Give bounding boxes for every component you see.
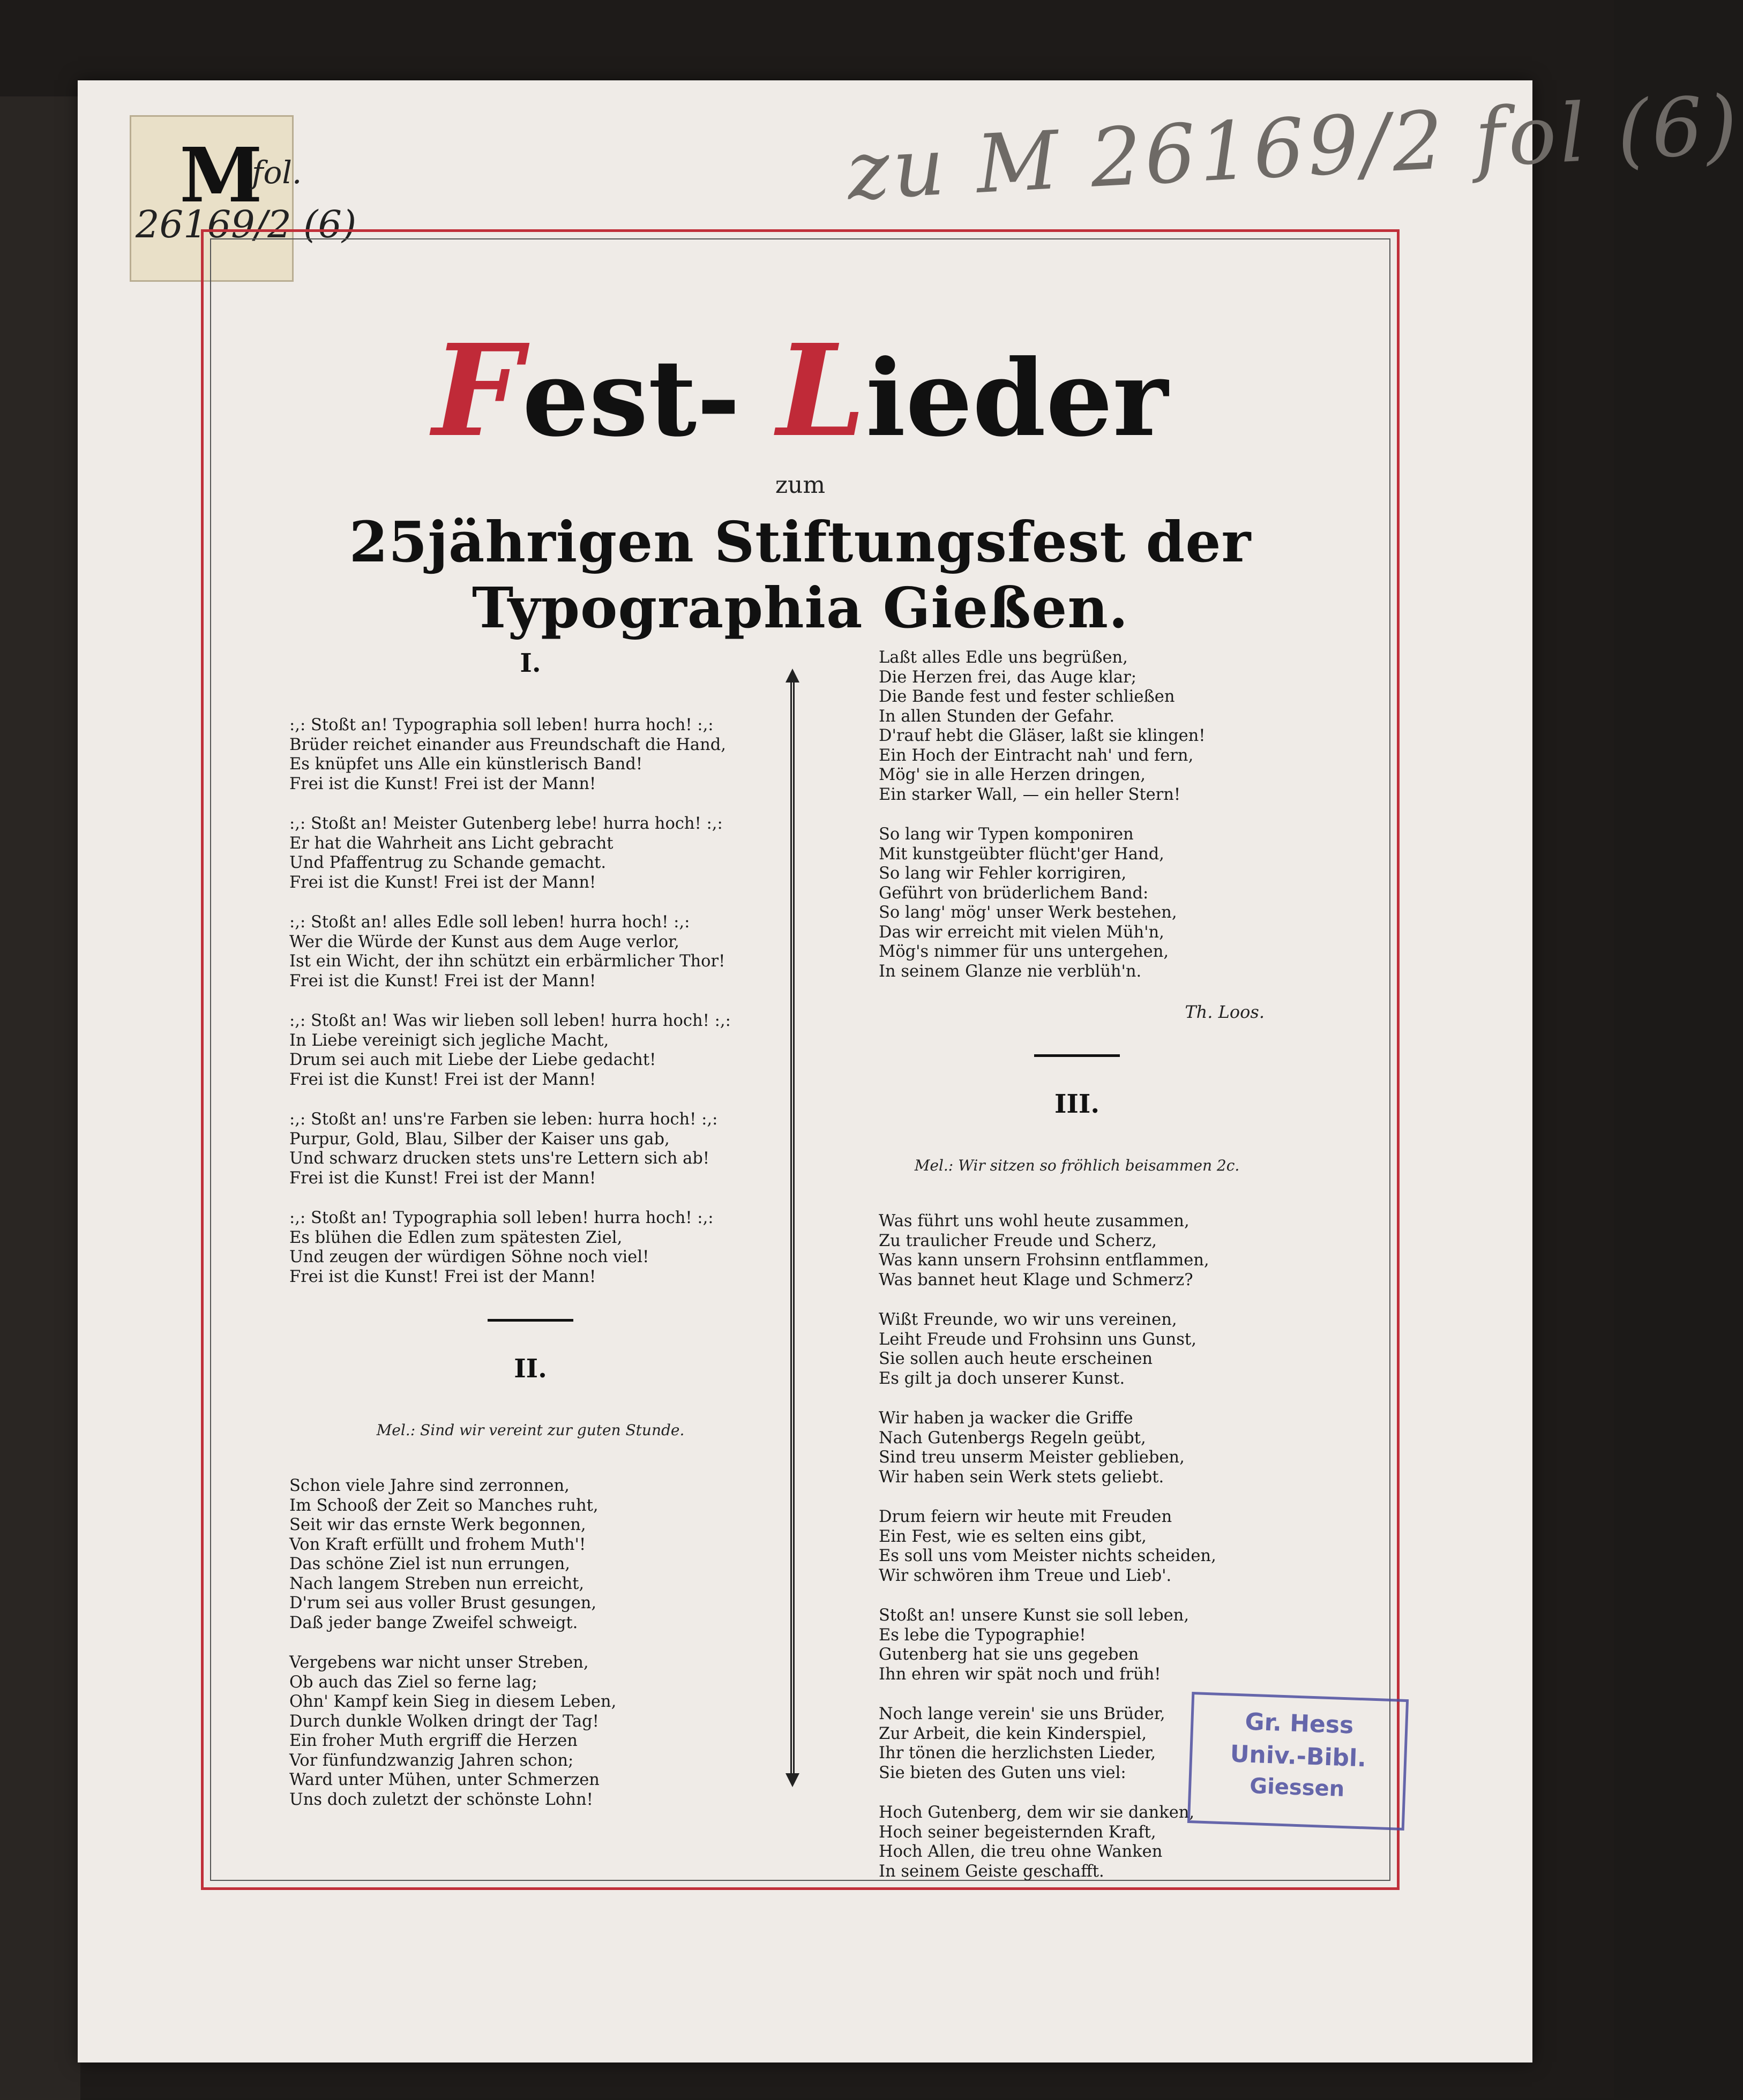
verse-line: Ist ein Wicht, der ihn schützt ein erbärmlicher Thor! [289,952,725,971]
verse-line: Vor fünfundzwanzig Jahren schon; [289,1751,574,1770]
verse-line: Frei ist die Kunst! Frei ist der Mann! [289,1070,596,1089]
verse-line: Ein starker Wall, — ein heller Stern! [879,785,1181,804]
verse-line: Geführt von brüderlichem Band: [879,883,1149,903]
verse-line: Frei ist die Kunst! Frei ist der Mann! [289,873,596,892]
title-initial-f: F [432,316,522,465]
verse-line: :,: Stoßt an! Typographia soll leben! hurra hoch! :,: [289,716,714,734]
verse-line: Im Schooß der Zeit so Manches ruht, [289,1496,599,1515]
stanza [879,1409,1275,1487]
binding-strip [0,96,80,2100]
song-1-body [289,716,772,1287]
verse-line: Und schwarz drucken stets uns're Lettern sich ab! [289,1149,710,1168]
stamp-line-1: Gr. Hess [1244,1708,1355,1739]
verse-line: Wir haben sein Werk stets geliebt. [879,1467,1164,1487]
page-subtitle: 25jährigen Stiftungsfest der Typographia Gießen. [349,509,1252,641]
divider-arrow-bottom [786,1773,799,1787]
verse-line: In seinem Glanze nie verblüh'n. [879,962,1142,981]
verse-line: Wir schwören ihm Treue und Lieb'. [879,1566,1172,1585]
stanza [879,1212,1275,1290]
verse-line: Ihr tönen die herzlichsten Lieder, [879,1744,1156,1762]
verse-line: Nach langem Streben nun erreicht, [289,1574,585,1593]
verse-line: Mög's nimmer für uns untergehen, [879,942,1169,961]
verse-line: Hoch seiner begeisternden Kraft, [879,1822,1156,1842]
verse-line: Ein Hoch der Eintracht nah' und fern, [879,746,1194,765]
song-3-numeral: III. [1054,1089,1100,1119]
verse-line: D'rum sei aus voller Brust gesungen, [289,1594,597,1612]
stanza [289,913,772,991]
song-3-melody: Mel.: Wir sitzen so fröhlich beisammen 2c. [914,1157,1240,1174]
verse-line: Stoßt an! unsere Kunst sie soll leben, [879,1606,1190,1625]
verse-line: Drum feiern wir heute mit Freuden [879,1508,1172,1526]
verse-line: Das schöne Ziel ist nun errungen, [289,1555,570,1573]
column-divider [790,680,795,1773]
verse-line: Nach Gutenbergs Regeln geübt, [879,1428,1146,1448]
handwritten-shelfmark: zu M 26169/2 fol (6) [844,78,1743,219]
library-stamp [1187,1692,1409,1831]
verse-line: Von Kraft erfüllt und frohem Muth'! [289,1535,586,1554]
verse-line: Leiht Freude und Frohsinn uns Gunst, [879,1330,1196,1349]
verse-line: In Liebe vereinigt sich jegliche Macht, [289,1031,609,1050]
verse-line: Drum sei auch mit Liebe der Liebe gedacht! [289,1051,656,1069]
stanza [879,1508,1275,1586]
verse-line: Zu traulicher Freude und Scherz, [879,1231,1157,1250]
verse-line: :,: Stoßt an! Was wir lieben soll leben! hurra hoch! :,: [289,1011,731,1030]
stanza [289,814,772,892]
verse-line: In allen Stunden der Gefahr. [879,707,1115,726]
verse-line: :,: Stoßt an! uns're Farben sie leben: hurra hoch! :,: [289,1110,718,1129]
verse-line: Frei ist die Kunst! Frei ist der Mann! [289,1168,596,1188]
verse-line: Was führt uns wohl heute zusammen, [879,1212,1190,1231]
verse-line: Durch dunkle Wolken dringt der Tag! [289,1712,599,1731]
verse-line: Die Bande fest und fester schließen [879,687,1175,706]
section-separator [488,1319,573,1322]
verse-line: Frei ist die Kunst! Frei ist der Mann! [289,774,596,793]
verse-line: Frei ist die Kunst! Frei ist der Mann! [289,971,596,991]
title-initial-l: L [776,316,866,465]
verse-line: Vergebens war nicht unser Streben, [289,1653,589,1672]
verse-line: Wißt Freunde, wo wir uns vereinen, [879,1310,1177,1329]
verse-line: :,: Stoßt an! Meister Gutenberg lebe! hurra hoch! :,: [289,814,723,833]
verse-line: :,: Stoßt an! Typographia soll leben! hurra hoch! :,: [289,1209,714,1227]
shelfmark-fol: fol. [252,154,302,191]
verse-line: Die Herzen frei, das Auge klar; [879,668,1136,687]
verse-line: Noch lange verein' sie uns Brüder, [879,1705,1165,1723]
stanza [879,1310,1275,1389]
verse-line: Ein Fest, wie es selten eins gibt, [879,1527,1147,1546]
verse-line: Wir haben ja wacker die Griffe [879,1409,1133,1428]
verse-line: Ihn ehren wir spät noch und früh! [879,1664,1161,1684]
song-1-numeral: I. [520,648,541,678]
verse-line: Brüder reichet einander aus Freundschaft die Hand, [289,735,726,754]
verse-line: Es lebe die Typographie! [879,1625,1086,1645]
song-2-continued-body [879,648,1275,981]
verse-line: Ohn' Kampf kein Sieg in diesem Leben, [289,1692,617,1711]
verse-line: Was kann unsern Frohsinn entflammen, [879,1251,1209,1270]
song-2-author: Th. Loos. [1185,1002,1265,1022]
verse-line: Laßt alles Edle uns begrüßen, [879,648,1128,667]
verse-line: Mit kunstgeübter flücht'ger Hand, [879,844,1164,864]
stanza [289,716,772,794]
verse-line: Es knüpfet uns Alle ein künstlerisch Band! [289,755,643,774]
verse-line: Das wir erreicht mit vielen Müh'n, [879,922,1164,942]
song-2-numeral: II. [514,1354,547,1384]
stanza [289,1653,772,1810]
shelfmark-number: 26169/2 (6) [136,202,357,246]
verse-line: Hoch Gutenberg, dem wir sie danken, [879,1803,1195,1822]
section-separator [1034,1054,1120,1057]
verse-line: Ob auch das Ziel so ferne lag; [289,1672,537,1692]
verse-line: Hoch Allen, die treu ohne Wanken [879,1842,1163,1861]
verse-line: Seit wir das ernste Werk begonnen, [289,1516,586,1534]
verse-line: Zur Arbeit, die kein Kinderspiel, [879,1724,1147,1743]
verse-line: D'rauf hebt die Gläser, laßt sie klingen! [879,726,1206,745]
verse-line: :,: Stoßt an! alles Edle soll leben! hurra hoch! :,: [289,913,690,932]
verse-line: Daß jeder bange Zweifel schweigt. [289,1613,578,1632]
verse-line: Frei ist die Kunst! Frei ist der Mann! [289,1267,596,1286]
stanza [289,1476,772,1633]
verse-line: Ein froher Muth ergriff die Herzen [289,1731,578,1750]
verse-line: Schon viele Jahre sind zerronnen, [289,1476,570,1495]
shelfmark-letter: M [179,132,263,220]
verse-line: Was bannet heut Klage und Schmerz? [879,1270,1193,1289]
verse-line: Und Pfaffentrug zu Schande gemacht. [289,853,607,872]
stanza [879,825,1275,981]
song-2-melody: Mel.: Sind wir vereint zur guten Stunde. [376,1421,685,1439]
stanza [289,1011,772,1090]
stamp-line-3: Giessen [1249,1773,1345,1802]
title-connector: zum [775,471,826,499]
verse-line: Sind treu unserm Meister geblieben, [879,1448,1185,1467]
verse-line: In seinem Geiste geschafft. [879,1862,1104,1881]
verse-line: Und zeugen der würdigen Söhne noch viel! [289,1248,649,1266]
page-title [204,316,1397,465]
verse-line: Ward unter Mühen, unter Schmerzen [289,1771,600,1789]
verse-line: So lang wir Typen komponiren [879,825,1134,844]
stanza [879,648,1275,805]
verse-line: Er hat die Wahrheit ans Licht gebracht [289,834,614,853]
verse-line: Purpur, Gold, Blau, Silber der Kaiser uns gab, [289,1129,670,1149]
verse-line: Gutenberg hat sie uns gegeben [879,1645,1139,1664]
stamp-line-2: Univ.-Bibl. [1229,1740,1367,1773]
verse-line: Sie sollen auch heute erscheinen [879,1349,1153,1368]
title-part-2: ieder [865,337,1168,460]
verse-line: Sie bieten des Guten uns viel: [879,1763,1126,1782]
stanza [289,1110,772,1188]
verse-line: Wer die Würde der Kunst aus dem Auge verlor, [289,932,679,951]
verse-line: Es gilt ja doch unserer Kunst. [879,1369,1125,1388]
left-column [289,648,772,1830]
verse-line: Es soll uns vom Meister nichts scheiden, [879,1547,1216,1565]
song-2-body [289,1476,772,1810]
verse-line: Es blühen die Edlen zum spätesten Ziel, [289,1228,623,1247]
stanza [289,1209,772,1287]
title-part-1: est- [522,337,740,460]
verse-line: Uns doch zuletzt der schönste Lohn! [289,1790,593,1809]
stanza [879,1606,1275,1684]
verse-line: So lang' mög' unser Werk bestehen, [879,903,1177,922]
verse-line: So lang wir Fehler korrigiren, [879,864,1127,883]
verse-line: Mög' sie in alle Herzen dringen, [879,766,1146,784]
